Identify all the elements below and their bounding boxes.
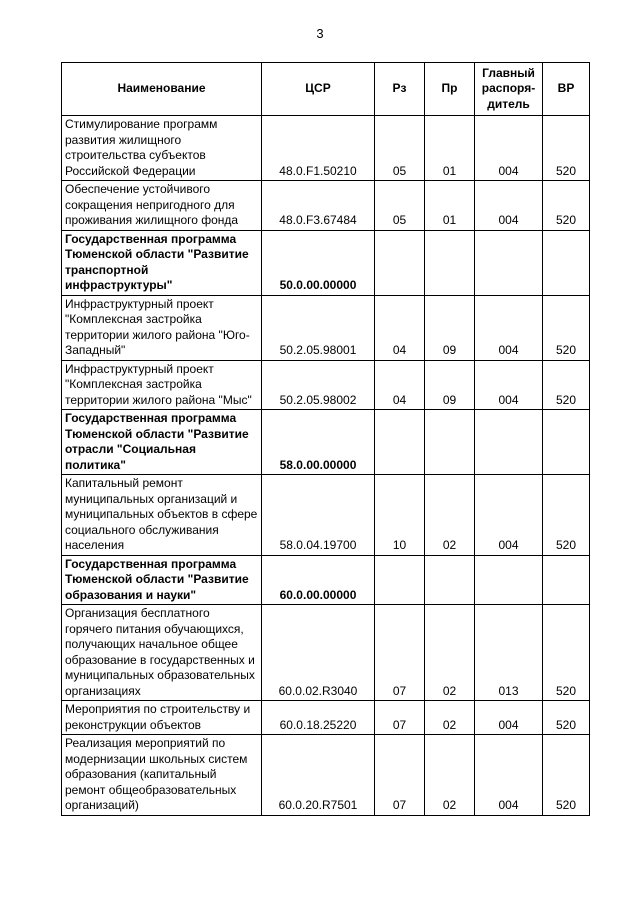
row-csr: 50.2.05.98001 — [262, 295, 375, 360]
row-vr: 520 — [543, 605, 590, 701]
row-rz — [375, 555, 425, 605]
header-csr: ЦСР — [262, 63, 375, 116]
budget-table — [61, 62, 590, 816]
row-main-manager: 004 — [475, 701, 543, 735]
row-rz — [375, 230, 425, 295]
row-vr: 520 — [543, 360, 590, 410]
row-name: Реализация мероприятий по модернизации школьных систем образования (капитальный ремонт общеобразовательных организаций) — [62, 735, 262, 816]
header-main-manager: Главный распоря-дитель — [475, 63, 543, 116]
row-pr: 02 — [425, 735, 475, 816]
table-row-program — [62, 230, 590, 295]
table-row — [62, 701, 590, 735]
row-vr — [543, 230, 590, 295]
row-pr: 02 — [425, 605, 475, 701]
row-csr: 48.0.F1.50210 — [262, 116, 375, 181]
row-csr: 58.0.00.00000 — [262, 410, 375, 475]
table-row — [62, 295, 590, 360]
row-main-manager: 013 — [475, 605, 543, 701]
row-name: Мероприятия по строительству и реконструкции объектов — [62, 701, 262, 735]
row-main-manager — [475, 555, 543, 605]
table-row — [62, 475, 590, 556]
row-csr: 50.0.00.00000 — [262, 230, 375, 295]
row-main-manager: 004 — [475, 295, 543, 360]
row-main-manager: 004 — [475, 735, 543, 816]
row-name: Инфраструктурный проект "Комплексная застройка территории жилого района "Мыс" — [62, 360, 262, 410]
row-pr: 01 — [425, 181, 475, 231]
row-csr: 60.0.20.R7501 — [262, 735, 375, 816]
row-main-manager — [475, 230, 543, 295]
row-rz: 07 — [375, 735, 425, 816]
row-csr: 58.0.04.19700 — [262, 475, 375, 556]
row-rz: 05 — [375, 116, 425, 181]
row-rz: 04 — [375, 295, 425, 360]
row-vr: 520 — [543, 735, 590, 816]
row-name: Государственная программа Тюменской области "Развитие образования и науки" — [62, 555, 262, 605]
row-name: Стимулирование программ развития жилищного строительства субъектов Российской Федерации — [62, 116, 262, 181]
row-name: Капитальный ремонт муниципальных организаций и муниципальных объектов в сфере социального обслуживания населения — [62, 475, 262, 556]
row-pr: 01 — [425, 116, 475, 181]
header-vr: ВР — [543, 63, 590, 116]
header-pr: Пр — [425, 63, 475, 116]
row-name: Обеспечение устойчивого сокращения непригодного для проживания жилищного фонда — [62, 181, 262, 231]
row-pr: 02 — [425, 475, 475, 556]
table-row — [62, 360, 590, 410]
row-pr: 02 — [425, 701, 475, 735]
table-row-program — [62, 410, 590, 475]
row-csr: 48.0.F3.67484 — [262, 181, 375, 231]
row-main-manager — [475, 410, 543, 475]
row-name: Государственная программа Тюменской области "Развитие отрасли "Социальная политика" — [62, 410, 262, 475]
row-vr — [543, 410, 590, 475]
row-main-manager: 004 — [475, 116, 543, 181]
row-main-manager: 004 — [475, 475, 543, 556]
row-name: Инфраструктурный проект "Комплексная застройка территории жилого района "Юго-Западный" — [62, 295, 262, 360]
row-vr: 520 — [543, 295, 590, 360]
row-rz: 10 — [375, 475, 425, 556]
row-csr: 60.0.18.25220 — [262, 701, 375, 735]
table-header-row — [62, 63, 590, 116]
row-main-manager: 004 — [475, 360, 543, 410]
row-vr: 520 — [543, 475, 590, 556]
table-row — [62, 735, 590, 816]
row-vr: 520 — [543, 116, 590, 181]
row-csr: 60.0.00.00000 — [262, 555, 375, 605]
row-vr: 520 — [543, 701, 590, 735]
row-pr: 09 — [425, 360, 475, 410]
row-vr — [543, 555, 590, 605]
header-name: Наименование — [62, 63, 262, 116]
table-row — [62, 181, 590, 231]
row-pr — [425, 410, 475, 475]
row-pr: 09 — [425, 295, 475, 360]
table-row — [62, 116, 590, 181]
header-rz: Рз — [375, 63, 425, 116]
row-rz: 07 — [375, 605, 425, 701]
page-number: 3 — [316, 26, 324, 41]
row-pr — [425, 230, 475, 295]
row-name: Государственная программа Тюменской области "Развитие транспортной инфраструктуры" — [62, 230, 262, 295]
row-rz — [375, 410, 425, 475]
row-pr — [425, 555, 475, 605]
row-vr: 520 — [543, 181, 590, 231]
row-rz: 07 — [375, 701, 425, 735]
table-row — [62, 605, 590, 701]
row-name: Организация бесплатного горячего питания обучающихся, получающих начальное общее образование в государственных и муниципальных образовательных организациях — [62, 605, 262, 701]
row-csr: 60.0.02.R3040 — [262, 605, 375, 701]
row-csr: 50.2.05.98002 — [262, 360, 375, 410]
row-main-manager: 004 — [475, 181, 543, 231]
table-row-program — [62, 555, 590, 605]
row-rz: 05 — [375, 181, 425, 231]
row-rz: 04 — [375, 360, 425, 410]
